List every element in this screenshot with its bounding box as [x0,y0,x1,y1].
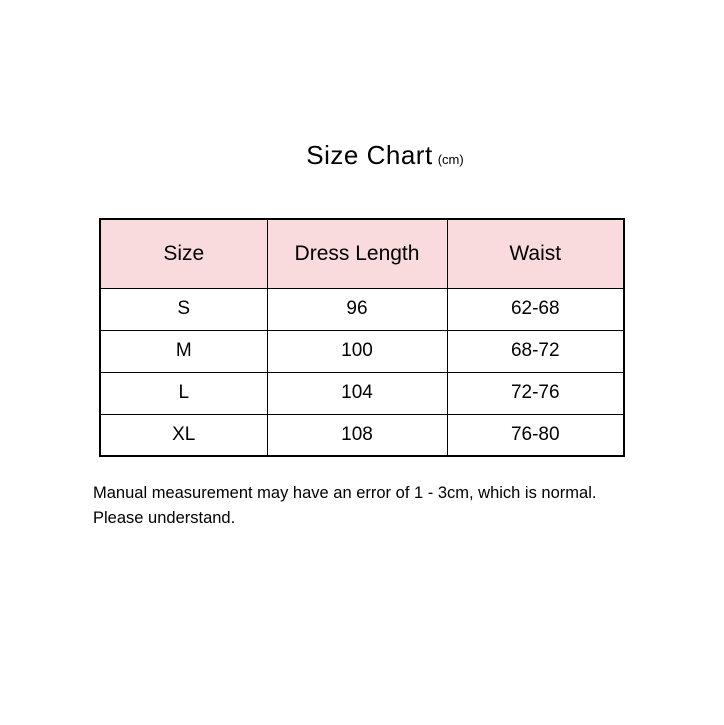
size-cell: XL [100,414,267,456]
measurement-note [93,481,693,531]
table-row-m [100,330,624,372]
waist-cell: 72-76 [447,372,624,414]
size-cell: L [100,372,267,414]
size-table [99,218,625,457]
dress-length-cell: 104 [267,372,447,414]
dress-length-cell: 96 [267,288,447,330]
dress-length-cell: 100 [267,330,447,372]
table-header-row [100,219,624,288]
table-row-xl [100,414,624,456]
note-line-2: Please understand. [93,509,236,527]
table-row-s [100,288,624,330]
table-row-l [100,372,624,414]
note-line-1: Manual measurement may have an error of 1 - 3cm, which is normal. [93,484,597,502]
waist-cell: 62-68 [447,288,624,330]
waist-cell: 76-80 [447,414,624,456]
title-unit: (cm) [437,152,464,167]
size-cell: S [100,288,267,330]
dress-length-cell: 108 [267,414,447,456]
waist-cell: 68-72 [447,330,624,372]
page-title [23,140,724,171]
column-header-waist: Waist [447,219,624,288]
column-header-size: Size [100,219,267,288]
column-header-dress-length: Dress Length [267,219,447,288]
title-text: Size Chart [306,140,433,170]
size-cell: M [100,330,267,372]
